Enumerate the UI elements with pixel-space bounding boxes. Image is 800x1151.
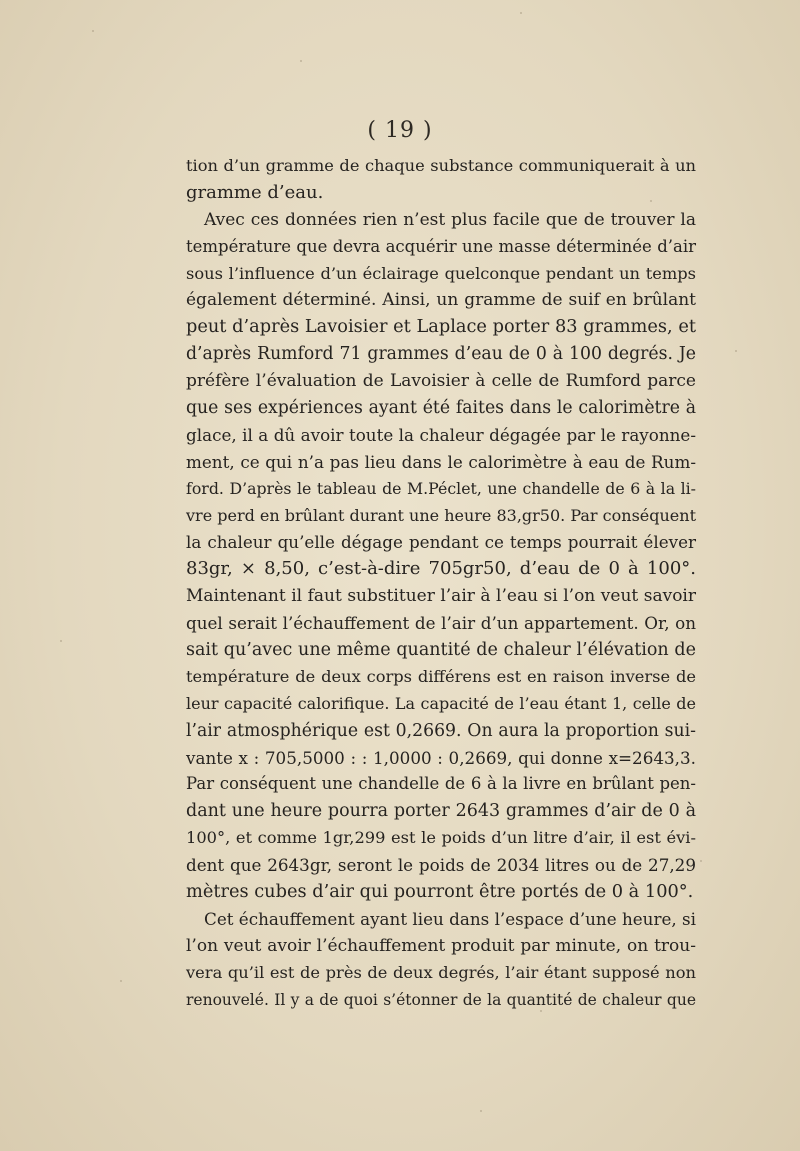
text-line: dant une heure pourra porter 2643 grammes d’air de 0 à bbox=[186, 801, 696, 822]
text-line: vera qu’il est de près de deux degrés, l’air étant supposé non bbox=[186, 962, 696, 982]
text-line: l’on veut avoir l’échauffement produit par minute, on trou- bbox=[186, 935, 696, 956]
text-line: mètres cubes d’air qui pourront être portés de 0 à 100°. bbox=[186, 882, 694, 903]
paper-fleck bbox=[60, 640, 62, 642]
paper-fleck bbox=[735, 350, 737, 352]
text-line: dent que 2643gr, seront le poids de 2034 litres ou de 27,29 bbox=[186, 855, 696, 876]
text-line: que ses expériences ayant été faites dans le calorimètre à bbox=[186, 398, 696, 419]
text-line: peut d’après Lavoisier et Laplace porter 83 grammes, et bbox=[186, 317, 696, 338]
text-line: leur capacité calorifique. La capacité de l’eau étant 1, celle de bbox=[186, 693, 696, 713]
text-line: quel serait l’échauffement de l’air d’un appartement. Or, on bbox=[186, 613, 696, 634]
text-line: vante x : 705,5000 : : 1,0000 : 0,2669, qui donne x=2643,3. bbox=[186, 747, 696, 768]
text-line: 100°, et comme 1gr,299 est le poids d’un litre d’air, il est évi- bbox=[186, 828, 696, 848]
text-line: l’air atmosphérique est 0,2669. On aura la proportion sui- bbox=[186, 720, 696, 741]
text-line: gramme d’eau. bbox=[186, 181, 324, 203]
page-number: ( 19 ) bbox=[367, 118, 433, 143]
text-line: ford. D’après le tableau de M.Péclet, une chandelle de 6 à la li- bbox=[186, 478, 696, 498]
text-line: Par conséquent une chandelle de 6 à la livre en brûlant pen- bbox=[186, 774, 696, 794]
text-line: sait qu’avec une même quantité de chaleur l’élévation de bbox=[186, 640, 696, 661]
text-line: préfère l’évaluation de Lavoisier à celle de Rumford parce bbox=[186, 371, 696, 392]
paper-fleck bbox=[650, 200, 652, 202]
text-line: température de deux corps différens est en raison inverse de bbox=[186, 666, 696, 686]
text-line: 83gr, × 8,50, c’est-à-dire 705gr50, d’eau de 0 à 100°. bbox=[186, 558, 696, 580]
paper-fleck bbox=[92, 30, 94, 32]
body-text bbox=[186, 153, 696, 1014]
text-line: température que devra acquérir une masse déterminée d’air bbox=[186, 236, 696, 256]
text-line: également déterminé. Ainsi, un gramme de suif en brûlant bbox=[186, 290, 696, 311]
text-line: vre perd en brûlant durant une heure 83,gr50. Par conséquent bbox=[186, 505, 696, 525]
text-line: ment, ce qui n’a pas lieu dans le calorimètre à eau de Rum- bbox=[186, 451, 696, 472]
text-line: la chaleur qu’elle dégage pendant ce temps pourrait élever bbox=[186, 532, 696, 553]
text-line: Cet échauffement ayant lieu dans l’espace d’une heure, si bbox=[204, 908, 696, 929]
paper-fleck bbox=[120, 980, 122, 982]
text-line: d’après Rumford 71 grammes d’eau de 0 à 100 degrés. Je bbox=[186, 344, 696, 365]
paper-fleck bbox=[480, 1110, 482, 1112]
paper-fleck bbox=[520, 12, 522, 14]
text-line: Avec ces données rien n’est plus facile que de trouver la bbox=[204, 209, 696, 230]
paper-fleck bbox=[300, 60, 302, 62]
text-line: sous l’influence d’un éclairage quelconque pendant un temps bbox=[186, 263, 696, 283]
text-line: renouvelé. Il y a de quoi s’étonner de la quantité de chaleur que bbox=[186, 990, 696, 1009]
text-line: Maintenant il faut substituer l’air à l’eau si l’on veut savoir bbox=[186, 586, 696, 607]
paper-fleck bbox=[700, 860, 702, 862]
text-line: tion d’un gramme de chaque substance communiquerait à un bbox=[186, 156, 696, 175]
paper-fleck bbox=[540, 1010, 542, 1012]
text-line: glace, il a dû avoir toute la chaleur dégagée par le rayonne- bbox=[186, 424, 696, 445]
